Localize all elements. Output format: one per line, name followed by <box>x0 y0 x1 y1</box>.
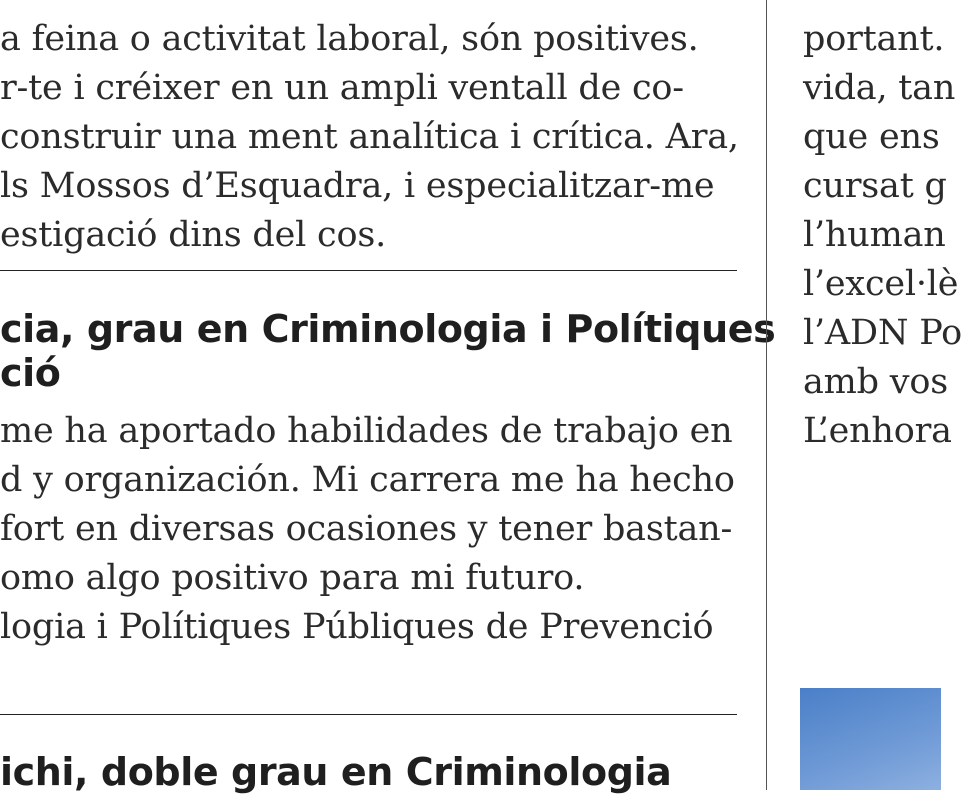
body-text-line: a feina o activitat laboral, són positives. <box>0 19 699 59</box>
section-heading: ció <box>0 351 61 395</box>
body-text-line: que ens <box>803 117 940 157</box>
section-heading: ichi, doble grau en Criminologia <box>0 750 672 794</box>
body-text-line: L’enhora <box>803 411 952 451</box>
body-text-line: l’excel·lè <box>803 264 959 304</box>
body-text-line: d y organización. Mi carrera me ha hecho <box>0 460 735 500</box>
column-divider <box>766 0 767 790</box>
right-column <box>768 0 962 790</box>
body-text-line: ls Mossos d’Esquadra, i especialitzar-me <box>0 166 715 206</box>
body-text-line: construir una ment analítica i crítica. Ara, <box>0 117 739 157</box>
body-text-line: r-te i créixer en un ampli ventall de co- <box>0 68 684 108</box>
body-text-line: l’ADN Po <box>803 313 962 353</box>
body-text-line: vida, tan <box>803 68 956 108</box>
photo <box>800 688 941 790</box>
body-text-line: amb vos <box>803 362 948 402</box>
body-text-line: cursat g <box>803 166 947 206</box>
section-divider <box>0 714 737 715</box>
body-text-line: l’human <box>803 215 946 255</box>
body-text-line: fort en diversas ocasiones y tener bastan- <box>0 509 733 549</box>
body-text-line: portant. <box>803 19 945 59</box>
body-text-line: me ha aportado habilidades de trabajo en <box>0 411 733 451</box>
section-divider <box>0 270 737 271</box>
section-heading: cia, grau en Criminologia i Polítiques <box>0 307 776 351</box>
body-text-line: estigació dins del cos. <box>0 215 387 255</box>
body-text-line: logia i Polítiques Públiques de Prevenció <box>0 607 714 647</box>
body-text-line: omo algo positivo para mi futuro. <box>0 558 585 598</box>
